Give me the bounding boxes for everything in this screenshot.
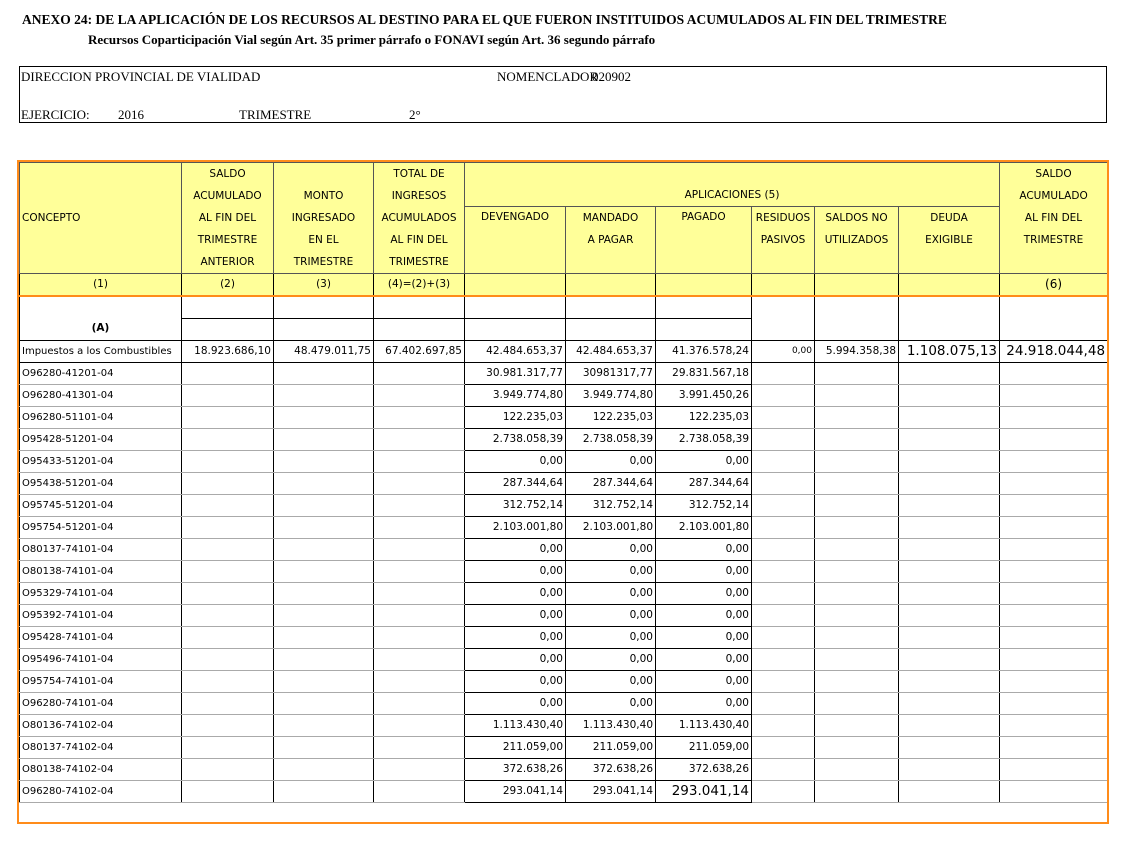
- row-concepto: O95433-51201-04: [20, 450, 182, 472]
- row-saldos-no: [815, 362, 899, 384]
- section-label: (A): [20, 318, 182, 340]
- row-residuos: [752, 384, 815, 406]
- row-total: [374, 428, 465, 450]
- row-pagado: 29.831.567,18: [656, 362, 752, 384]
- row-saldo-fin: [1000, 604, 1108, 626]
- row-pagado: 312.752,14: [656, 494, 752, 516]
- row-deuda: [899, 692, 1000, 714]
- row-saldo-fin: [1000, 516, 1108, 538]
- row-saldos-no: [815, 758, 899, 780]
- row-devengado: 30.981.317,77: [465, 362, 566, 384]
- row-pagado: 0,00: [656, 450, 752, 472]
- row-mandado: 287.344,64: [566, 472, 656, 494]
- row-saldo-fin: [1000, 670, 1108, 692]
- col-header-saldo-fin: SALDO ACUMULADO AL FIN DEL TRIMESTRE: [1000, 163, 1108, 274]
- row-mandado: 0,00: [566, 560, 656, 582]
- row-monto: [274, 604, 374, 626]
- row-pagado: 293.041,14: [656, 780, 752, 802]
- row-residuos: [752, 538, 815, 560]
- row-residuos: [752, 758, 815, 780]
- row-saldo-fin: [1000, 362, 1108, 384]
- row-monto: [274, 736, 374, 758]
- row-mandado: 30981317,77: [566, 362, 656, 384]
- row-saldos-no: [815, 494, 899, 516]
- row-residuos: [752, 406, 815, 428]
- row-saldos-no: [815, 406, 899, 428]
- row-deuda: [899, 516, 1000, 538]
- row-devengado: 312.752,14: [465, 494, 566, 516]
- row-monto: [274, 472, 374, 494]
- row-residuos: [752, 736, 815, 758]
- row-pagado: 0,00: [656, 582, 752, 604]
- row-saldo-anterior: [182, 714, 274, 736]
- row-mandado: 0,00: [566, 692, 656, 714]
- row-monto: [274, 428, 374, 450]
- row-total: [374, 494, 465, 516]
- row-saldo-anterior: [182, 384, 274, 406]
- main-pagado: 41.376.578,24: [656, 340, 752, 362]
- row-concepto: O80138-74101-04: [20, 560, 182, 582]
- row-deuda: [899, 648, 1000, 670]
- main-saldo-fin: 24.918.044,48: [1000, 340, 1108, 362]
- row-concepto: O95438-51201-04: [20, 472, 182, 494]
- row-devengado: 2.738.058,39: [465, 428, 566, 450]
- col-number-3: (3): [274, 274, 374, 297]
- row-total: [374, 362, 465, 384]
- row-mandado: 0,00: [566, 648, 656, 670]
- row-saldos-no: [815, 648, 899, 670]
- row-mandado: 293.041,14: [566, 780, 656, 802]
- row-saldos-no: [815, 626, 899, 648]
- row-concepto: O96280-74101-04: [20, 692, 182, 714]
- row-residuos: [752, 626, 815, 648]
- row-devengado: 293.041,14: [465, 780, 566, 802]
- row-pagado: 1.113.430,40: [656, 714, 752, 736]
- col-header-mandado: MANDADO A PAGAR: [566, 207, 656, 274]
- row-deuda: [899, 406, 1000, 428]
- row-saldos-no: [815, 692, 899, 714]
- trimestre-value: 2°: [409, 107, 421, 122]
- col-header-devengado: DEVENGADO: [465, 207, 566, 274]
- applications-table: [19, 162, 1108, 803]
- row-saldo-anterior: [182, 692, 274, 714]
- row-residuos: [752, 714, 815, 736]
- table-row: [20, 714, 1108, 736]
- trimestre-label: TRIMESTRE: [239, 107, 312, 122]
- table-row: [20, 384, 1108, 406]
- row-concepto: O96280-41201-04: [20, 362, 182, 384]
- main-monto: 48.479.011,75: [274, 340, 374, 362]
- row-concepto: O95754-51201-04: [20, 516, 182, 538]
- row-monto: [274, 626, 374, 648]
- table-row: [20, 560, 1108, 582]
- row-deuda: [899, 472, 1000, 494]
- row-mandado: 0,00: [566, 538, 656, 560]
- row-concepto: O95745-51201-04: [20, 494, 182, 516]
- row-deuda: [899, 538, 1000, 560]
- row-pagado: 0,00: [656, 670, 752, 692]
- row-deuda: [899, 362, 1000, 384]
- row-concepto: O96280-74102-04: [20, 780, 182, 802]
- row-monto: [274, 494, 374, 516]
- row-mandado: 1.113.430,40: [566, 714, 656, 736]
- row-monto: [274, 384, 374, 406]
- row-monto: [274, 362, 374, 384]
- row-total: [374, 714, 465, 736]
- row-monto: [274, 406, 374, 428]
- nomenclador-value: 020902: [592, 69, 631, 84]
- table-row: [20, 428, 1108, 450]
- row-saldo-fin: [1000, 450, 1108, 472]
- row-devengado: 1.113.430,40: [465, 714, 566, 736]
- row-residuos: [752, 516, 815, 538]
- row-total: [374, 692, 465, 714]
- row-pagado: 2.103.001,80: [656, 516, 752, 538]
- row-concepto: O95428-74101-04: [20, 626, 182, 648]
- row-monto: [274, 692, 374, 714]
- row-devengado: 2.103.001,80: [465, 516, 566, 538]
- row-residuos: [752, 692, 815, 714]
- col-number-4: (4)=(2)+(3): [374, 274, 465, 297]
- row-monto: [274, 516, 374, 538]
- row-mandado: 2.738.058,39: [566, 428, 656, 450]
- row-monto: [274, 648, 374, 670]
- row-mandado: 122.235,03: [566, 406, 656, 428]
- col-header-deuda: DEUDA EXIGIBLE: [899, 207, 1000, 274]
- main-total: 67.402.697,85: [374, 340, 465, 362]
- table-row: [20, 670, 1108, 692]
- row-deuda: [899, 560, 1000, 582]
- col-number-6: (6): [1000, 274, 1108, 297]
- row-saldos-no: [815, 472, 899, 494]
- row-saldo-fin: [1000, 692, 1108, 714]
- table-row: [20, 450, 1108, 472]
- row-saldo-fin: [1000, 472, 1108, 494]
- row-saldos-no: [815, 450, 899, 472]
- row-mandado: 2.103.001,80: [566, 516, 656, 538]
- row-pagado: 0,00: [656, 560, 752, 582]
- row-devengado: 0,00: [465, 648, 566, 670]
- row-concepto: O95392-74101-04: [20, 604, 182, 626]
- row-deuda: [899, 758, 1000, 780]
- main-saldos-no: 5.994.358,38: [815, 340, 899, 362]
- row-saldo-anterior: [182, 494, 274, 516]
- row-concepto: O80137-74101-04: [20, 538, 182, 560]
- row-saldos-no: [815, 560, 899, 582]
- col-number-1: (1): [20, 274, 182, 297]
- row-saldo-fin: [1000, 428, 1108, 450]
- row-concepto: O80138-74102-04: [20, 758, 182, 780]
- row-concepto: O95754-74101-04: [20, 670, 182, 692]
- row-saldo-fin: [1000, 538, 1108, 560]
- entity-name: DIRECCION PROVINCIAL DE VIALIDAD: [21, 69, 261, 84]
- row-saldo-anterior: [182, 670, 274, 692]
- row-devengado: 122.235,03: [465, 406, 566, 428]
- row-devengado: 0,00: [465, 604, 566, 626]
- main-saldo-anterior: 18.923.686,10: [182, 340, 274, 362]
- detail-rows: [20, 362, 1108, 802]
- row-residuos: [752, 450, 815, 472]
- main-residuos: 0,00: [752, 340, 815, 362]
- row-residuos: [752, 780, 815, 802]
- row-monto: [274, 450, 374, 472]
- row-monto: [274, 780, 374, 802]
- row-pagado: 372.638,26: [656, 758, 752, 780]
- row-deuda: [899, 494, 1000, 516]
- row-deuda: [899, 736, 1000, 758]
- row-residuos: [752, 648, 815, 670]
- row-mandado: 312.752,14: [566, 494, 656, 516]
- row-saldo-anterior: [182, 648, 274, 670]
- row-deuda: [899, 604, 1000, 626]
- row-saldo-anterior: [182, 450, 274, 472]
- row-deuda: [899, 428, 1000, 450]
- row-total: [374, 582, 465, 604]
- row-monto: [274, 560, 374, 582]
- table-row: [20, 692, 1108, 714]
- info-box: [19, 66, 1107, 123]
- row-total: [374, 406, 465, 428]
- report-subtitle: Recursos Coparticipación Vial según Art. 35 primer párrafo o FONAVI según Art. 36 segundo párrafo: [88, 32, 656, 47]
- row-concepto: O95496-74101-04: [20, 648, 182, 670]
- row-mandado: 0,00: [566, 626, 656, 648]
- row-saldos-no: [815, 736, 899, 758]
- row-pagado: 0,00: [656, 538, 752, 560]
- row-concepto: O80137-74102-04: [20, 736, 182, 758]
- row-concepto: O96280-41301-04: [20, 384, 182, 406]
- row-saldo-anterior: [182, 406, 274, 428]
- row-total: [374, 780, 465, 802]
- nomenclador-label: NOMENCLADOR: [497, 69, 599, 84]
- col-number-2: (2): [182, 274, 274, 297]
- row-saldo-anterior: [182, 780, 274, 802]
- row-pagado: 287.344,64: [656, 472, 752, 494]
- row-saldo-fin: [1000, 582, 1108, 604]
- row-saldo-anterior: [182, 560, 274, 582]
- table-row: [20, 780, 1108, 802]
- table-row: [20, 758, 1108, 780]
- row-pagado: 0,00: [656, 692, 752, 714]
- row-residuos: [752, 670, 815, 692]
- row-mandado: 3.949.774,80: [566, 384, 656, 406]
- row-pagado: 211.059,00: [656, 736, 752, 758]
- main-mandado: 42.484.653,37: [566, 340, 656, 362]
- col-header-pagado: PAGADO: [656, 207, 752, 274]
- table-row: [20, 538, 1108, 560]
- row-concepto: O96280-51101-04: [20, 406, 182, 428]
- row-saldo-anterior: [182, 428, 274, 450]
- row-saldo-anterior: [182, 758, 274, 780]
- row-total: [374, 450, 465, 472]
- row-saldo-anterior: [182, 472, 274, 494]
- row-pagado: 0,00: [656, 604, 752, 626]
- row-devengado: 0,00: [465, 692, 566, 714]
- row-saldo-fin: [1000, 626, 1108, 648]
- row-saldo-anterior: [182, 516, 274, 538]
- main-row: [20, 340, 1108, 362]
- table-row: [20, 406, 1108, 428]
- row-monto: [274, 714, 374, 736]
- row-saldos-no: [815, 670, 899, 692]
- row-residuos: [752, 428, 815, 450]
- main-concepto: Impuestos a los Combustibles: [20, 340, 182, 362]
- row-residuos: [752, 560, 815, 582]
- row-concepto: O95329-74101-04: [20, 582, 182, 604]
- row-deuda: [899, 670, 1000, 692]
- row-total: [374, 604, 465, 626]
- ejercicio-value: 2016: [118, 107, 144, 122]
- col-header-spacer: [465, 163, 1000, 185]
- col-header-saldos-no: SALDOS NO UTILIZADOS: [815, 207, 899, 274]
- row-saldos-no: [815, 780, 899, 802]
- row-saldo-fin: [1000, 780, 1108, 802]
- row-total: [374, 758, 465, 780]
- table-row: [20, 604, 1108, 626]
- row-saldos-no: [815, 384, 899, 406]
- row-monto: [274, 670, 374, 692]
- main-deuda: 1.108.075,13: [899, 340, 1000, 362]
- row-saldo-fin: [1000, 758, 1108, 780]
- row-devengado: 0,00: [465, 560, 566, 582]
- table-row: [20, 362, 1108, 384]
- row-total: [374, 560, 465, 582]
- row-saldos-no: [815, 538, 899, 560]
- row-total: [374, 626, 465, 648]
- row-pagado: 0,00: [656, 648, 752, 670]
- table-row: [20, 626, 1108, 648]
- table-row: [20, 472, 1108, 494]
- row-saldo-fin: [1000, 648, 1108, 670]
- row-residuos: [752, 494, 815, 516]
- row-saldo-fin: [1000, 714, 1108, 736]
- row-saldo-fin: [1000, 494, 1108, 516]
- col-header-saldo-anterior: SALDO ACUMULADO AL FIN DEL TRIMESTRE ANTERIOR: [182, 163, 274, 274]
- row-residuos: [752, 472, 815, 494]
- row-pagado: 0,00: [656, 626, 752, 648]
- row-devengado: 0,00: [465, 538, 566, 560]
- row-concepto: O80136-74102-04: [20, 714, 182, 736]
- row-mandado: 0,00: [566, 670, 656, 692]
- row-total: [374, 384, 465, 406]
- row-deuda: [899, 450, 1000, 472]
- row-mandado: 372.638,26: [566, 758, 656, 780]
- row-saldo-anterior: [182, 362, 274, 384]
- main-devengado: 42.484.653,37: [465, 340, 566, 362]
- row-total: [374, 648, 465, 670]
- table-row: [20, 494, 1108, 516]
- row-mandado: 0,00: [566, 582, 656, 604]
- row-devengado: 0,00: [465, 670, 566, 692]
- row-devengado: 287.344,64: [465, 472, 566, 494]
- row-concepto: O95428-51201-04: [20, 428, 182, 450]
- row-pagado: 122.235,03: [656, 406, 752, 428]
- row-devengado: 211.059,00: [465, 736, 566, 758]
- row-devengado: 0,00: [465, 626, 566, 648]
- row-saldos-no: [815, 714, 899, 736]
- row-pagado: 2.738.058,39: [656, 428, 752, 450]
- row-mandado: 211.059,00: [566, 736, 656, 758]
- row-devengado: 3.949.774,80: [465, 384, 566, 406]
- row-residuos: [752, 362, 815, 384]
- col-header-residuos: RESIDUOS PASIVOS: [752, 207, 815, 274]
- row-saldo-anterior: [182, 538, 274, 560]
- row-total: [374, 736, 465, 758]
- row-deuda: [899, 714, 1000, 736]
- row-residuos: [752, 582, 815, 604]
- row-deuda: [899, 626, 1000, 648]
- row-total: [374, 472, 465, 494]
- ejercicio-label: EJERCICIO:: [21, 107, 90, 122]
- row-saldo-anterior: [182, 582, 274, 604]
- table-row: [20, 736, 1108, 758]
- row-saldo-fin: [1000, 406, 1108, 428]
- row-saldo-anterior: [182, 626, 274, 648]
- row-deuda: [899, 582, 1000, 604]
- row-deuda: [899, 384, 1000, 406]
- table-row: [20, 582, 1108, 604]
- row-monto: [274, 582, 374, 604]
- row-saldo-anterior: [182, 736, 274, 758]
- row-total: [374, 670, 465, 692]
- row-saldos-no: [815, 428, 899, 450]
- row-saldo-anterior: [182, 604, 274, 626]
- row-deuda: [899, 780, 1000, 802]
- row-saldo-fin: [1000, 560, 1108, 582]
- col-header-monto: MONTO INGRESADO EN EL TRIMESTRE: [274, 163, 374, 274]
- row-pagado: 3.991.450,26: [656, 384, 752, 406]
- row-monto: [274, 758, 374, 780]
- row-devengado: 372.638,26: [465, 758, 566, 780]
- row-saldos-no: [815, 604, 899, 626]
- col-header-concepto: CONCEPTO: [20, 163, 182, 274]
- table-row: [20, 648, 1108, 670]
- row-devengado: 0,00: [465, 450, 566, 472]
- row-mandado: 0,00: [566, 604, 656, 626]
- applications-table-frame: [17, 160, 1109, 824]
- report-title: ANEXO 24: DE LA APLICACIÓN DE LOS RECURSOS AL DESTINO PARA EL QUE FUERON INSTITUIDOS ACUMULADOS AL FIN DEL TRIMESTRE: [22, 12, 947, 27]
- row-total: [374, 516, 465, 538]
- row-devengado: 0,00: [465, 582, 566, 604]
- row-saldos-no: [815, 582, 899, 604]
- col-header-total: TOTAL DE INGRESOS ACUMULADOS AL FIN DEL TRIMESTRE: [374, 163, 465, 274]
- row-saldo-fin: [1000, 736, 1108, 758]
- row-residuos: [752, 604, 815, 626]
- row-saldos-no: [815, 516, 899, 538]
- table-row: [20, 516, 1108, 538]
- col-header-aplicaciones: APLICACIONES (5): [465, 185, 1000, 207]
- row-mandado: 0,00: [566, 450, 656, 472]
- row-total: [374, 538, 465, 560]
- row-saldo-fin: [1000, 384, 1108, 406]
- row-monto: [274, 538, 374, 560]
